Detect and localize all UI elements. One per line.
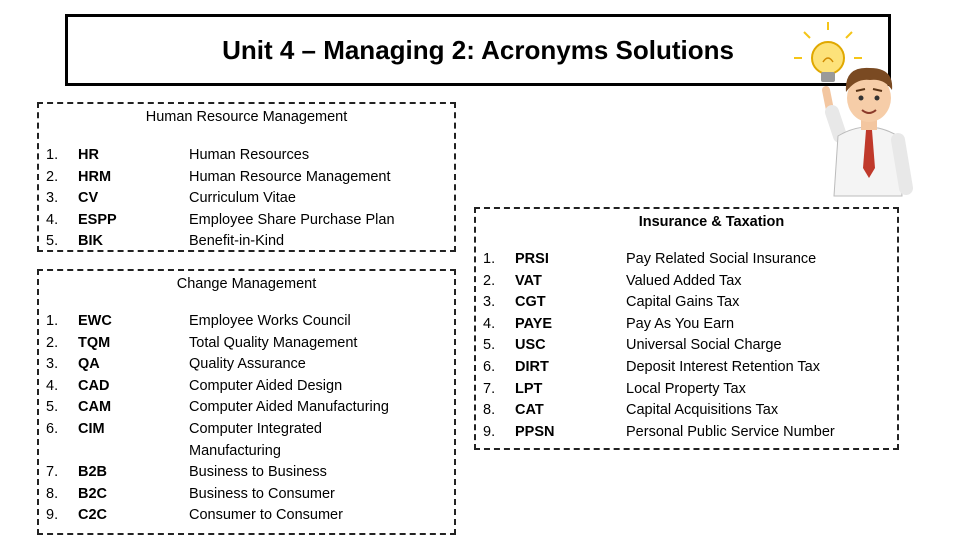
list-item: 1. PRSI bbox=[483, 251, 549, 267]
definition: Computer Aided Design bbox=[189, 377, 343, 394]
acronym: TQM bbox=[78, 334, 111, 351]
cm-definition-list bbox=[189, 311, 389, 527]
page-title: Unit 4 – Managing 2: Acronyms Solutions bbox=[222, 34, 734, 65]
acronym: PPSN bbox=[515, 423, 555, 440]
definition: Pay Related Social Insurance bbox=[626, 251, 817, 267]
acronym: EWC bbox=[78, 313, 112, 329]
acronym: LPT bbox=[515, 380, 543, 397]
acronym: CIM bbox=[78, 420, 105, 437]
cm-acronym-list bbox=[46, 311, 112, 527]
acronym: HR bbox=[78, 147, 99, 163]
hr-section bbox=[37, 102, 456, 252]
acronym: CV bbox=[78, 190, 99, 207]
acronym: CGT bbox=[515, 294, 546, 311]
cm-section-heading: Change Management bbox=[176, 276, 317, 292]
acronym: B2C bbox=[78, 485, 108, 502]
list-item: 7. LPT bbox=[483, 380, 543, 397]
list-item: 4. CAD bbox=[46, 377, 110, 394]
list-item: 5. BIK bbox=[46, 233, 103, 250]
list-item: 3. CV bbox=[46, 190, 99, 207]
definition: Capital Acquisitions Tax bbox=[626, 402, 779, 419]
businessman-lightbulb-icon bbox=[780, 18, 930, 198]
definition: Local Property Tax bbox=[626, 380, 746, 397]
list-item: 5. CAM bbox=[46, 399, 112, 416]
definition: Consumer to Consumer bbox=[189, 507, 343, 524]
title-box bbox=[65, 14, 891, 86]
definition: Benefit-in-Kind bbox=[189, 233, 285, 250]
acronym: ESPP bbox=[78, 211, 117, 228]
list-item: 1. HR bbox=[46, 147, 99, 163]
definition: Human Resources bbox=[189, 147, 310, 163]
list-item: 9. C2C bbox=[46, 507, 108, 524]
acronym: QA bbox=[78, 356, 100, 373]
acronym: CAT bbox=[515, 402, 544, 419]
acronym: CAM bbox=[78, 399, 112, 416]
acronym: CAD bbox=[78, 377, 110, 394]
definition: Business to Consumer bbox=[189, 485, 335, 502]
definition: Human Resource Management bbox=[189, 168, 391, 185]
list-item: 1. EWC bbox=[46, 313, 112, 329]
acronym: DIRT bbox=[515, 358, 549, 375]
acronym: C2C bbox=[78, 507, 108, 524]
list-item: 2. TQM bbox=[46, 334, 111, 351]
definition: Deposit Interest Retention Tax bbox=[626, 358, 820, 375]
list-item: 8. B2C bbox=[46, 485, 108, 502]
list-item: 6. CIM bbox=[46, 420, 105, 437]
it-definition-list bbox=[626, 249, 835, 443]
definition: Pay As You Earn bbox=[626, 315, 735, 332]
definition: Capital Gains Tax bbox=[626, 294, 740, 311]
definition: Employee Share Purchase Plan bbox=[189, 211, 395, 228]
acronym: USC bbox=[515, 337, 546, 354]
acronym: PAYE bbox=[515, 315, 553, 332]
list-item: 2. HRM bbox=[46, 168, 112, 185]
definition: Employee Works Council bbox=[189, 313, 351, 329]
definition: Universal Social Charge bbox=[626, 337, 782, 354]
list-spacer bbox=[46, 441, 112, 463]
it-section-heading: Insurance & Taxation bbox=[638, 214, 785, 230]
hr-acronym-list bbox=[46, 145, 117, 253]
list-item: 3. CGT bbox=[483, 294, 546, 311]
list-item: 3. QA bbox=[46, 356, 100, 373]
definition: Personal Public Service Number bbox=[626, 423, 835, 440]
it-section bbox=[474, 207, 899, 450]
definition: Curriculum Vitae bbox=[189, 190, 296, 207]
acronym: PRSI bbox=[515, 251, 549, 267]
definition: Business to Business bbox=[189, 464, 327, 481]
acronym: VAT bbox=[515, 272, 542, 289]
list-item: 2. VAT bbox=[483, 272, 542, 289]
acronym: HRM bbox=[78, 168, 112, 185]
list-item: 9. PPSN bbox=[483, 423, 555, 440]
acronym: BIK bbox=[78, 233, 103, 250]
cm-section bbox=[37, 269, 456, 535]
list-item: 7. B2B bbox=[46, 464, 108, 481]
hr-definition-list bbox=[189, 145, 395, 253]
acronym: B2B bbox=[78, 464, 108, 481]
definition-continued: Manufacturing bbox=[189, 442, 281, 459]
definition: Total Quality Management bbox=[189, 334, 358, 351]
definition: Computer Aided Manufacturing bbox=[189, 399, 389, 416]
definition: Computer Integrated bbox=[189, 420, 322, 437]
hr-section-heading: Human Resource Management bbox=[145, 109, 348, 125]
definition: Valued Added Tax bbox=[626, 272, 742, 289]
definition: Quality Assurance bbox=[189, 356, 306, 373]
list-item: 6. DIRT bbox=[483, 358, 549, 375]
it-acronym-list bbox=[483, 249, 555, 443]
list-item: 4. ESPP bbox=[46, 211, 117, 228]
list-item: 4. PAYE bbox=[483, 315, 553, 332]
list-item: 8. CAT bbox=[483, 402, 544, 419]
list-item: 5. USC bbox=[483, 337, 546, 354]
